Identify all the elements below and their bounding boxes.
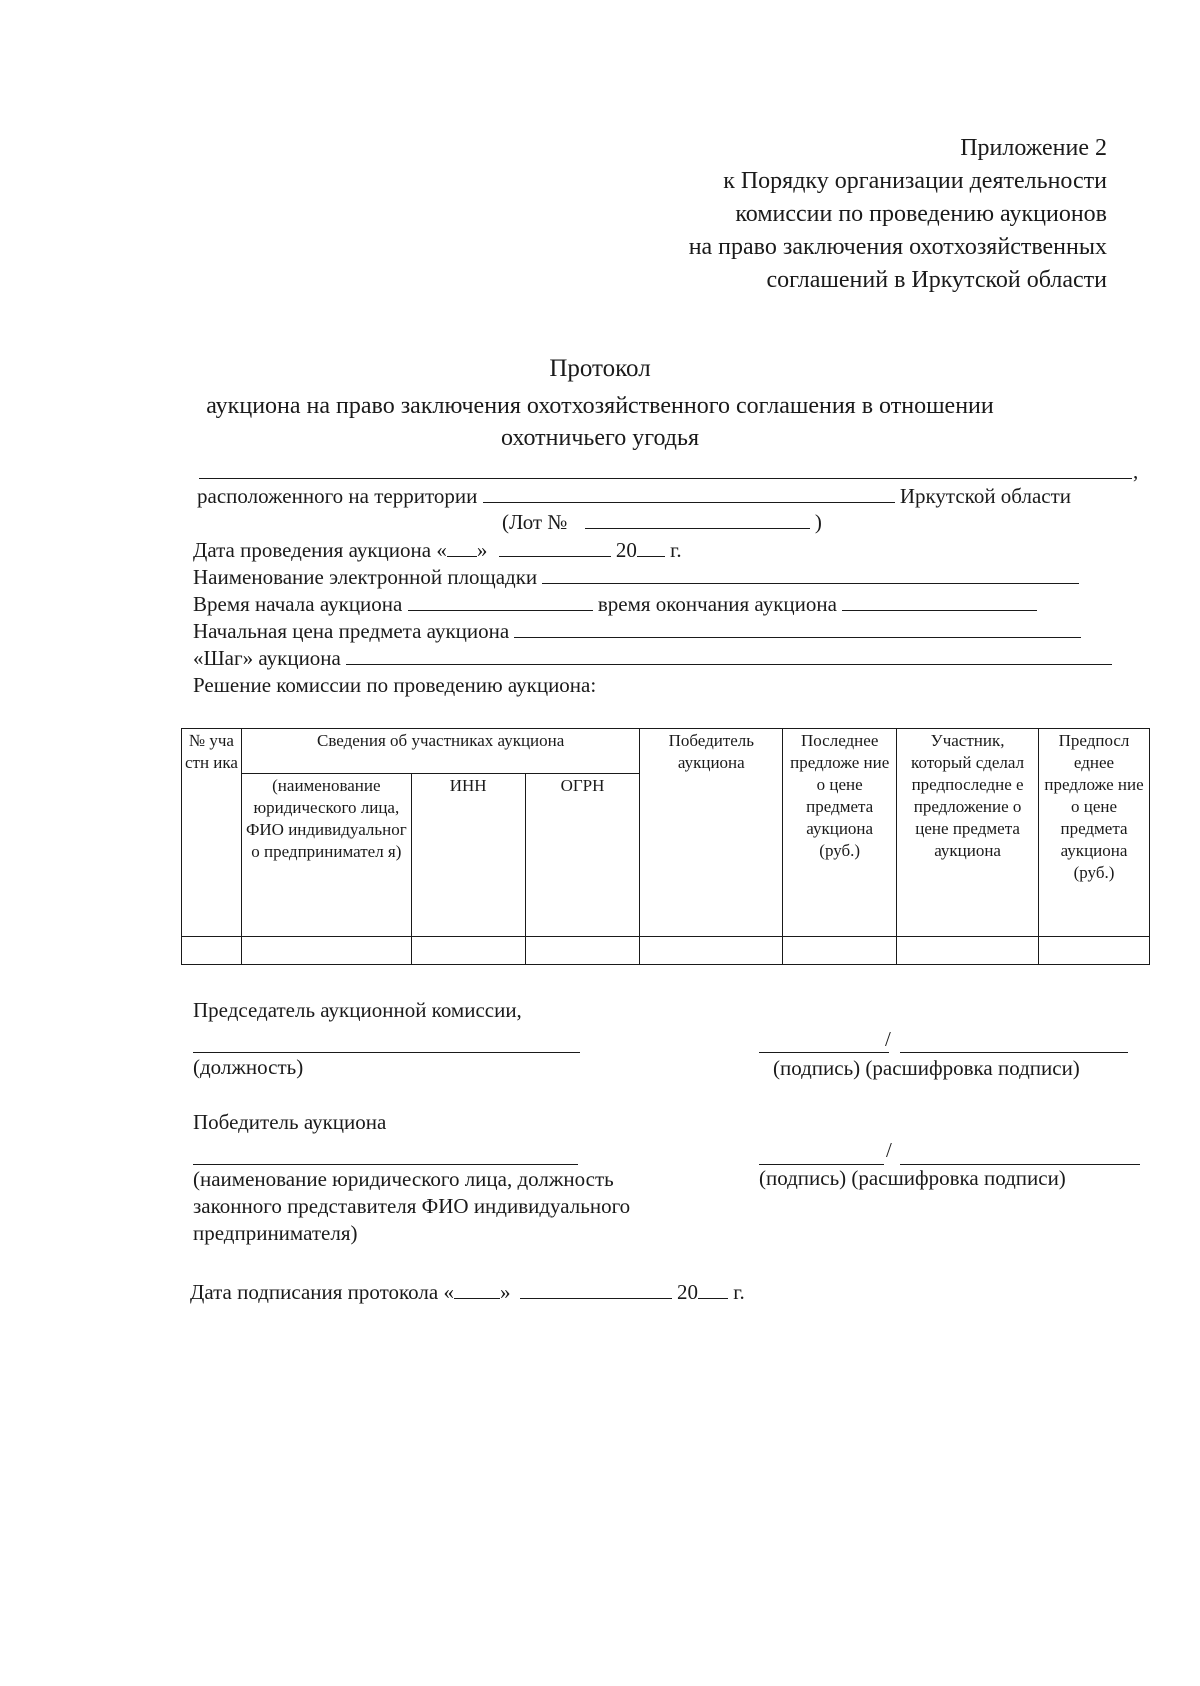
table-cell[interactable] (1039, 937, 1150, 965)
table-cell[interactable] (640, 937, 783, 965)
signing-year-g: г. (733, 1280, 745, 1304)
end-time-label: время окончания аукциона (597, 592, 837, 616)
territory-row (197, 484, 1071, 509)
winner-name-field[interactable] (193, 1164, 578, 1165)
step-field[interactable] (346, 646, 1112, 665)
auction-year-field[interactable] (637, 538, 665, 557)
territory-label: расположенного на территории (197, 484, 478, 508)
auction-month-field[interactable] (499, 538, 611, 557)
col-penultimate-participant-header: Участник, который сделал предпоследне е предложение о цене предмета аукциона (897, 729, 1039, 937)
appendix-header (689, 132, 1107, 297)
start-price-row (193, 619, 1081, 644)
signing-day-field[interactable] (454, 1280, 500, 1299)
appendix-line: к Порядку организации деятельности (723, 168, 1107, 194)
col-ogrn-header: ОГРН (525, 773, 640, 936)
end-time-field[interactable] (842, 592, 1037, 611)
signing-date-quote-close: » (499, 1280, 511, 1304)
auction-day-field[interactable] (447, 538, 477, 557)
time-row (193, 592, 1037, 617)
participants-table (181, 728, 1150, 965)
start-price-field[interactable] (514, 619, 1081, 638)
signature-slash: / (885, 1027, 891, 1051)
winner-signature-decoding-field[interactable] (900, 1164, 1140, 1165)
document-title: Протокол (549, 355, 651, 382)
auction-year-prefix: 20 (615, 538, 637, 562)
appendix-line: комиссии по проведению аукционов (735, 201, 1107, 227)
chairman-signature-decoding-field[interactable] (900, 1052, 1128, 1053)
document-subtitle-line2: охотничьего угодья (500, 425, 699, 451)
table-cell[interactable] (241, 937, 411, 965)
start-time-field[interactable] (408, 592, 593, 611)
position-caption: (должность) (193, 1055, 304, 1079)
auction-year-g: г. (670, 538, 682, 562)
signing-year-field[interactable] (698, 1280, 728, 1299)
col-penultimate-offer-header: Предпосл еднее предложе ние о цене предмета аукциона (руб.) (1039, 729, 1150, 937)
auction-date-label: Дата проведения аукциона « (193, 538, 447, 562)
territory-field[interactable] (483, 484, 895, 503)
col-last-offer-header: Последнее предложе ние о цене предмета аукциона (руб.) (783, 729, 897, 937)
decision-label: Решение комиссии по проведению аукциона: (193, 673, 597, 697)
platform-label: Наименование электронной площадки (193, 565, 538, 589)
winner-caption-line: законного представителя ФИО индивидуального (193, 1194, 631, 1218)
appendix-line: на право заключения охотхозяйственных (688, 234, 1107, 260)
table-cell[interactable] (411, 937, 525, 965)
winner-label: Победитель аукциона (193, 1110, 387, 1134)
table-row (182, 937, 1150, 965)
winner-signature-field[interactable] (759, 1164, 884, 1165)
chairman-signature-field[interactable] (759, 1052, 889, 1053)
start-price-label: Начальная цена предмета аукциона (193, 619, 510, 643)
col-winner-header: Победитель аукциона (640, 729, 783, 937)
appendix-line: соглашений в Иркутской области (766, 267, 1107, 293)
platform-field[interactable] (542, 565, 1079, 584)
col-number-header: № уча стн ика (182, 729, 242, 937)
signing-date-label: Дата подписания протокола « (190, 1280, 454, 1304)
winner-caption-line: (наименование юридического лица, должность (193, 1167, 614, 1191)
appendix-line: Приложение 2 (960, 135, 1107, 161)
signing-month-field[interactable] (520, 1280, 672, 1299)
step-label: «Шаг» аукциона (193, 646, 341, 670)
territory-suffix: Иркутской области (899, 484, 1072, 508)
document-subtitle-line1: аукциона на право заключения охотхозяйственного соглашения в отношении (206, 393, 994, 419)
lot-open-label: (Лот № (502, 510, 568, 534)
step-row (193, 646, 1112, 671)
auction-date-quote-close: » (476, 538, 488, 562)
col-participants-group-header: Сведения об участниках аукциона (241, 729, 639, 774)
hunting-ground-comma: , (1133, 459, 1139, 483)
lot-close-paren: ) (814, 510, 822, 534)
col-inn-header: ИНН (411, 773, 525, 936)
signature-caption-chairman: (подпись) (расшифровка подписи) (773, 1056, 1080, 1080)
winner-caption (193, 1166, 630, 1247)
lot-row (502, 510, 822, 535)
signing-date-row (190, 1280, 745, 1305)
table-cell[interactable] (783, 937, 897, 965)
hunting-ground-name-field[interactable] (199, 478, 1132, 479)
col-name-header: (наименование юридического лица, ФИО индивидуальног о предпринимател я) (241, 773, 411, 936)
chairman-position-field[interactable] (193, 1052, 580, 1053)
table-cell[interactable] (897, 937, 1039, 965)
signature-slash: / (886, 1138, 892, 1162)
signing-year-prefix: 20 (676, 1280, 698, 1304)
table-header-row (182, 729, 1150, 774)
start-time-label: Время начала аукциона (193, 592, 403, 616)
table-cell[interactable] (525, 937, 640, 965)
table-cell[interactable] (182, 937, 242, 965)
platform-row (193, 565, 1079, 590)
auction-date-row (193, 538, 682, 563)
lot-number-field[interactable] (585, 510, 810, 529)
winner-caption-line: предпринимателя) (193, 1221, 358, 1245)
signature-caption-winner: (подпись) (расшифровка подписи) (759, 1166, 1066, 1190)
chairman-label: Председатель аукционной комиссии, (193, 998, 522, 1022)
